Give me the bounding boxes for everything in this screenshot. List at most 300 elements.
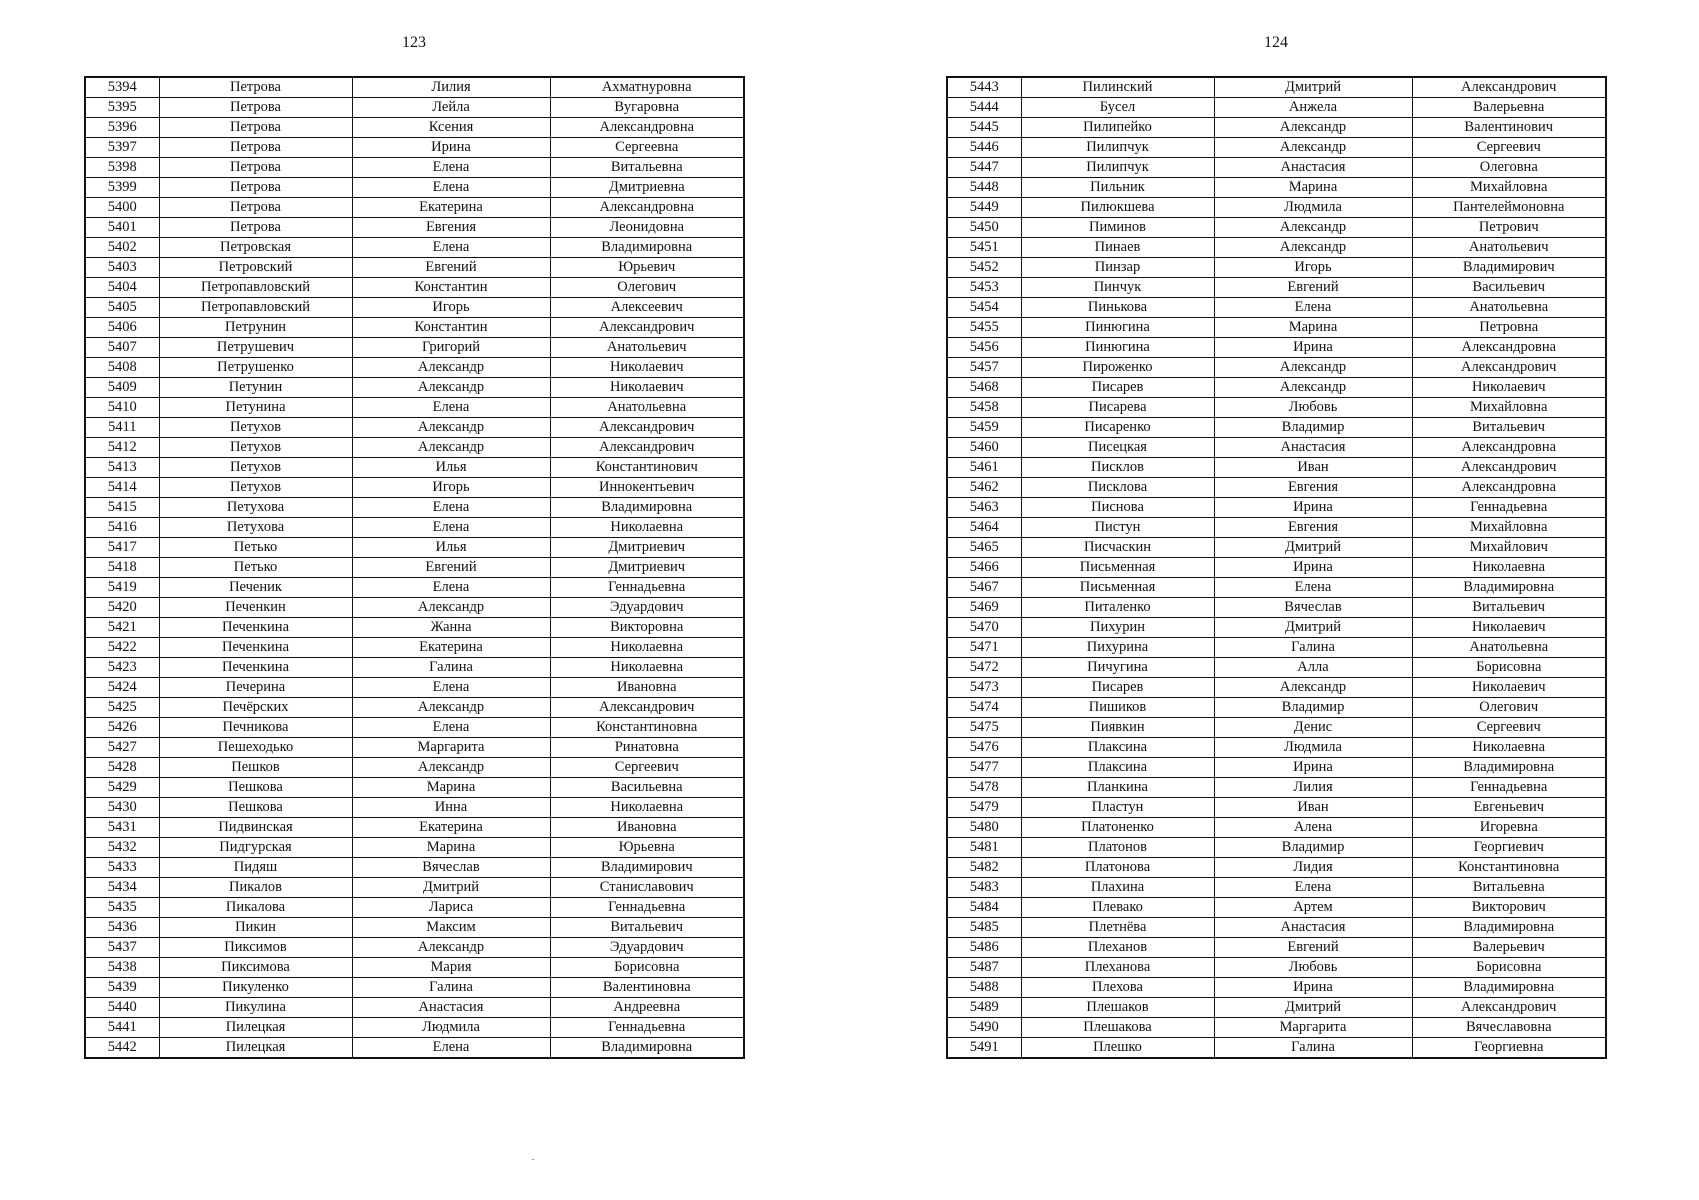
- patronymic-cell: Юрьевич: [550, 258, 744, 278]
- surname-cell: Петунина: [159, 398, 352, 418]
- first-name-cell: Александр: [1214, 358, 1412, 378]
- record-number-cell: 5410: [85, 398, 159, 418]
- table-row: [85, 558, 744, 578]
- record-number-cell: 5489: [947, 998, 1021, 1018]
- first-name-cell: Любовь: [1214, 398, 1412, 418]
- record-number-cell: 5415: [85, 498, 159, 518]
- surname-cell: Плешаков: [1021, 998, 1214, 1018]
- first-name-cell: Алла: [1214, 658, 1412, 678]
- first-name-cell: Елена: [352, 398, 550, 418]
- surname-cell: Пластун: [1021, 798, 1214, 818]
- patronymic-cell: Сергеевна: [550, 138, 744, 158]
- patronymic-cell: Дмитриевна: [550, 178, 744, 198]
- table-row: [947, 858, 1606, 878]
- record-number-cell: 5411: [85, 418, 159, 438]
- first-name-cell: Елена: [1214, 578, 1412, 598]
- surname-cell: Петько: [159, 558, 352, 578]
- table-row: [85, 798, 744, 818]
- record-number-cell: 5425: [85, 698, 159, 718]
- patronymic-cell: Олегович: [550, 278, 744, 298]
- patronymic-cell: Андреевна: [550, 998, 744, 1018]
- first-name-cell: Марина: [352, 778, 550, 798]
- first-name-cell: Елена: [352, 718, 550, 738]
- record-number-cell: 5435: [85, 898, 159, 918]
- record-number-cell: 5483: [947, 878, 1021, 898]
- scan-speck: [532, 1159, 534, 1160]
- table-row: [85, 158, 744, 178]
- patronymic-cell: Дмитриевич: [550, 558, 744, 578]
- record-number-cell: 5409: [85, 378, 159, 398]
- table-row: [85, 118, 744, 138]
- record-number-cell: 5428: [85, 758, 159, 778]
- first-name-cell: Жанна: [352, 618, 550, 638]
- record-number-cell: 5432: [85, 838, 159, 858]
- record-number-cell: 5424: [85, 678, 159, 698]
- first-name-cell: Инна: [352, 798, 550, 818]
- table-row: [947, 958, 1606, 978]
- table-row: [85, 958, 744, 978]
- table-row: [947, 618, 1606, 638]
- first-name-cell: Александр: [352, 418, 550, 438]
- patronymic-cell: Борисовна: [1412, 958, 1606, 978]
- record-number-cell: 5402: [85, 238, 159, 258]
- patronymic-cell: Александрович: [1412, 998, 1606, 1018]
- record-number-cell: 5467: [947, 578, 1021, 598]
- record-number-cell: 5465: [947, 538, 1021, 558]
- surname-cell: Пикулина: [159, 998, 352, 1018]
- table-row: [85, 758, 744, 778]
- record-number-cell: 5429: [85, 778, 159, 798]
- first-name-cell: Владимир: [1214, 698, 1412, 718]
- table-row: [85, 538, 744, 558]
- table-row: [947, 98, 1606, 118]
- first-name-cell: Анастасия: [1214, 158, 1412, 178]
- table-row: [947, 398, 1606, 418]
- first-name-cell: Елена: [1214, 878, 1412, 898]
- patronymic-cell: Николаевна: [1412, 738, 1606, 758]
- surname-cell: Петрова: [159, 218, 352, 238]
- surname-cell: Печенкина: [159, 638, 352, 658]
- patronymic-cell: Николаевич: [550, 358, 744, 378]
- patronymic-cell: Ринатовна: [550, 738, 744, 758]
- table-row: [85, 1018, 744, 1038]
- patronymic-cell: Александровна: [1412, 438, 1606, 458]
- record-number-cell: 5468: [947, 378, 1021, 398]
- table-row: [947, 198, 1606, 218]
- table-row: [947, 338, 1606, 358]
- surname-cell: Петухов: [159, 458, 352, 478]
- surname-cell: Пинаев: [1021, 238, 1214, 258]
- record-number-cell: 5436: [85, 918, 159, 938]
- first-name-cell: Галина: [1214, 1038, 1412, 1059]
- table-row: [947, 638, 1606, 658]
- table-row: [85, 98, 744, 118]
- first-name-cell: Игорь: [352, 298, 550, 318]
- first-name-cell: Александр: [352, 698, 550, 718]
- first-name-cell: Елена: [352, 678, 550, 698]
- first-name-cell: Вячеслав: [1214, 598, 1412, 618]
- surname-cell: Пистун: [1021, 518, 1214, 538]
- table-row: [85, 998, 744, 1018]
- surname-cell: Петрушевич: [159, 338, 352, 358]
- patronymic-cell: Николаевич: [1412, 678, 1606, 698]
- record-number-cell: 5470: [947, 618, 1021, 638]
- table-row: [85, 978, 744, 998]
- patronymic-cell: Анатольевна: [1412, 298, 1606, 318]
- record-number-cell: 5485: [947, 918, 1021, 938]
- record-number-cell: 5419: [85, 578, 159, 598]
- table-row: [85, 498, 744, 518]
- table-row: [947, 77, 1606, 98]
- table-row: [947, 578, 1606, 598]
- surname-cell: Пикалов: [159, 878, 352, 898]
- first-name-cell: Александр: [352, 378, 550, 398]
- patronymic-cell: Валерьевич: [1412, 938, 1606, 958]
- patronymic-cell: Вугаровна: [550, 98, 744, 118]
- first-name-cell: Анастасия: [1214, 918, 1412, 938]
- first-name-cell: Александр: [1214, 138, 1412, 158]
- patronymic-cell: Константиновна: [550, 718, 744, 738]
- first-name-cell: Александр: [1214, 678, 1412, 698]
- first-name-cell: Дмитрий: [1214, 998, 1412, 1018]
- first-name-cell: Галина: [352, 658, 550, 678]
- patronymic-cell: Михайловна: [1412, 178, 1606, 198]
- table-row: [85, 1038, 744, 1059]
- table-row: [85, 618, 744, 638]
- table-row: [85, 838, 744, 858]
- record-number-cell: 5406: [85, 318, 159, 338]
- patronymic-cell: Николаевна: [550, 798, 744, 818]
- patronymic-cell: Михайлович: [1412, 538, 1606, 558]
- surname-cell: Писаренко: [1021, 418, 1214, 438]
- first-name-cell: Иван: [1214, 798, 1412, 818]
- table-row: [85, 258, 744, 278]
- first-name-cell: Анастасия: [1214, 438, 1412, 458]
- patronymic-cell: Валентиновна: [550, 978, 744, 998]
- record-number-cell: 5434: [85, 878, 159, 898]
- record-number-cell: 5401: [85, 218, 159, 238]
- table-row: [85, 658, 744, 678]
- patronymic-cell: Владимирович: [550, 858, 744, 878]
- record-number-cell: 5437: [85, 938, 159, 958]
- patronymic-cell: Владимировна: [1412, 918, 1606, 938]
- patronymic-cell: Леонидовна: [550, 218, 744, 238]
- patronymic-cell: Петрович: [1412, 218, 1606, 238]
- surname-cell: Писецкая: [1021, 438, 1214, 458]
- patronymic-cell: Геннадьевна: [550, 898, 744, 918]
- first-name-cell: Маргарита: [352, 738, 550, 758]
- record-number-cell: 5480: [947, 818, 1021, 838]
- first-name-cell: Екатерина: [352, 198, 550, 218]
- table-row: [85, 378, 744, 398]
- record-number-cell: 5471: [947, 638, 1021, 658]
- record-number-cell: 5441: [85, 1018, 159, 1038]
- table-row: [947, 138, 1606, 158]
- record-number-cell: 5405: [85, 298, 159, 318]
- surname-cell: Пидяш: [159, 858, 352, 878]
- surname-cell: Писклов: [1021, 458, 1214, 478]
- first-name-cell: Александр: [1214, 218, 1412, 238]
- first-name-cell: Елена: [1214, 298, 1412, 318]
- patronymic-cell: Владимировна: [1412, 758, 1606, 778]
- page-number: 124: [1264, 34, 1288, 51]
- surname-cell: Петровский: [159, 258, 352, 278]
- record-number-cell: 5478: [947, 778, 1021, 798]
- patronymic-cell: Борисовна: [550, 958, 744, 978]
- first-name-cell: Лариса: [352, 898, 550, 918]
- patronymic-cell: Александровна: [1412, 338, 1606, 358]
- surname-cell: Петухов: [159, 418, 352, 438]
- record-number-cell: 5427: [85, 738, 159, 758]
- names-table: [84, 76, 745, 1059]
- patronymic-cell: Витальевич: [550, 918, 744, 938]
- first-name-cell: Марина: [1214, 178, 1412, 198]
- table-row: [947, 978, 1606, 998]
- patronymic-cell: Николаевна: [550, 518, 744, 538]
- patronymic-cell: Михайловна: [1412, 518, 1606, 538]
- table-row: [947, 218, 1606, 238]
- surname-cell: Плаксина: [1021, 738, 1214, 758]
- surname-cell: Пилипейко: [1021, 118, 1214, 138]
- table-row: [947, 558, 1606, 578]
- surname-cell: Пикуленко: [159, 978, 352, 998]
- patronymic-cell: Владимировна: [550, 498, 744, 518]
- record-number-cell: 5453: [947, 278, 1021, 298]
- patronymic-cell: Георгиевич: [1412, 838, 1606, 858]
- first-name-cell: Александр: [352, 438, 550, 458]
- first-name-cell: Анжела: [1214, 98, 1412, 118]
- first-name-cell: Лилия: [352, 77, 550, 98]
- surname-cell: Петрушенко: [159, 358, 352, 378]
- first-name-cell: Елена: [352, 518, 550, 538]
- record-number-cell: 5447: [947, 158, 1021, 178]
- first-name-cell: Лилия: [1214, 778, 1412, 798]
- table-row: [85, 578, 744, 598]
- table-row: [85, 278, 744, 298]
- surname-cell: Пидгурская: [159, 838, 352, 858]
- first-name-cell: Дмитрий: [1214, 77, 1412, 98]
- surname-cell: Печенкин: [159, 598, 352, 618]
- table-row: [85, 898, 744, 918]
- first-name-cell: Максим: [352, 918, 550, 938]
- table-row: [85, 198, 744, 218]
- record-number-cell: 5397: [85, 138, 159, 158]
- surname-cell: Писарева: [1021, 398, 1214, 418]
- patronymic-cell: Геннадьевна: [550, 1018, 744, 1038]
- record-number-cell: 5469: [947, 598, 1021, 618]
- record-number-cell: 5486: [947, 938, 1021, 958]
- table-row: [947, 538, 1606, 558]
- record-number-cell: 5464: [947, 518, 1021, 538]
- first-name-cell: Ксения: [352, 118, 550, 138]
- first-name-cell: Елена: [352, 1038, 550, 1059]
- table-row: [85, 718, 744, 738]
- record-number-cell: 5439: [85, 978, 159, 998]
- surname-cell: Пешкова: [159, 778, 352, 798]
- patronymic-cell: Алексеевич: [550, 298, 744, 318]
- first-name-cell: Владимир: [1214, 838, 1412, 858]
- surname-cell: Пинюгина: [1021, 338, 1214, 358]
- table-row: [947, 298, 1606, 318]
- surname-cell: Платоненко: [1021, 818, 1214, 838]
- patronymic-cell: Александровна: [1412, 478, 1606, 498]
- patronymic-cell: Ивановна: [550, 818, 744, 838]
- record-number-cell: 5456: [947, 338, 1021, 358]
- patronymic-cell: Константинович: [550, 458, 744, 478]
- surname-cell: Пидвинская: [159, 818, 352, 838]
- surname-cell: Писарев: [1021, 678, 1214, 698]
- patronymic-cell: Борисовна: [1412, 658, 1606, 678]
- record-number-cell: 5445: [947, 118, 1021, 138]
- table-row: [947, 678, 1606, 698]
- patronymic-cell: Эдуардович: [550, 598, 744, 618]
- record-number-cell: 5417: [85, 538, 159, 558]
- surname-cell: Петропавловский: [159, 298, 352, 318]
- table-row: [947, 938, 1606, 958]
- patronymic-cell: Александрович: [550, 318, 744, 338]
- first-name-cell: Александр: [352, 598, 550, 618]
- surname-cell: Плешакова: [1021, 1018, 1214, 1038]
- first-name-cell: Галина: [1214, 638, 1412, 658]
- table-row: [85, 398, 744, 418]
- record-number-cell: 5460: [947, 438, 1021, 458]
- patronymic-cell: Николаевич: [1412, 618, 1606, 638]
- record-number-cell: 5477: [947, 758, 1021, 778]
- patronymic-cell: Витальевич: [1412, 418, 1606, 438]
- surname-cell: Пикин: [159, 918, 352, 938]
- table-row: [85, 878, 744, 898]
- table-row: [947, 478, 1606, 498]
- record-number-cell: 5455: [947, 318, 1021, 338]
- surname-cell: Петрова: [159, 77, 352, 98]
- surname-cell: Пешеходько: [159, 738, 352, 758]
- table-row: [85, 338, 744, 358]
- first-name-cell: Евгений: [352, 558, 550, 578]
- patronymic-cell: Константиновна: [1412, 858, 1606, 878]
- patronymic-cell: Валентинович: [1412, 118, 1606, 138]
- patronymic-cell: Ивановна: [550, 678, 744, 698]
- patronymic-cell: Витальевна: [1412, 878, 1606, 898]
- table-row: [85, 598, 744, 618]
- first-name-cell: Евгения: [1214, 478, 1412, 498]
- surname-cell: Петухов: [159, 478, 352, 498]
- first-name-cell: Вячеслав: [352, 858, 550, 878]
- first-name-cell: Александр: [352, 938, 550, 958]
- patronymic-cell: Юрьевна: [550, 838, 744, 858]
- table-row: [947, 418, 1606, 438]
- first-name-cell: Игорь: [1214, 258, 1412, 278]
- first-name-cell: Марина: [1214, 318, 1412, 338]
- first-name-cell: Елена: [352, 238, 550, 258]
- first-name-cell: Ирина: [1214, 758, 1412, 778]
- patronymic-cell: Владимировна: [550, 238, 744, 258]
- record-number-cell: 5454: [947, 298, 1021, 318]
- patronymic-cell: Владимирович: [1412, 258, 1606, 278]
- surname-cell: Петровская: [159, 238, 352, 258]
- record-number-cell: 5433: [85, 858, 159, 878]
- record-number-cell: 5487: [947, 958, 1021, 978]
- first-name-cell: Анастасия: [352, 998, 550, 1018]
- surname-cell: Плехова: [1021, 978, 1214, 998]
- table-row: [947, 818, 1606, 838]
- record-number-cell: 5404: [85, 278, 159, 298]
- table-row: [85, 858, 744, 878]
- record-number-cell: 5450: [947, 218, 1021, 238]
- first-name-cell: Елена: [352, 578, 550, 598]
- table-row: [947, 378, 1606, 398]
- table-row: [85, 298, 744, 318]
- table-row: [85, 918, 744, 938]
- patronymic-cell: Александровна: [550, 198, 744, 218]
- first-name-cell: Ирина: [1214, 338, 1412, 358]
- first-name-cell: Иван: [1214, 458, 1412, 478]
- table-row: [947, 658, 1606, 678]
- table-row: [947, 518, 1606, 538]
- patronymic-cell: Сергеевич: [1412, 718, 1606, 738]
- table-row: [85, 358, 744, 378]
- record-number-cell: 5463: [947, 498, 1021, 518]
- surname-cell: Пикалова: [159, 898, 352, 918]
- surname-cell: Писарев: [1021, 378, 1214, 398]
- first-name-cell: Ирина: [352, 138, 550, 158]
- patronymic-cell: Николаевич: [1412, 378, 1606, 398]
- patronymic-cell: Владимировна: [1412, 578, 1606, 598]
- surname-cell: Пиксимова: [159, 958, 352, 978]
- record-number-cell: 5459: [947, 418, 1021, 438]
- first-name-cell: Илья: [352, 538, 550, 558]
- surname-cell: Питаленко: [1021, 598, 1214, 618]
- patronymic-cell: Александрович: [1412, 77, 1606, 98]
- patronymic-cell: Ахматнуровна: [550, 77, 744, 98]
- surname-cell: Петрова: [159, 98, 352, 118]
- record-number-cell: 5472: [947, 658, 1021, 678]
- surname-cell: Пилипчук: [1021, 138, 1214, 158]
- record-number-cell: 5416: [85, 518, 159, 538]
- surname-cell: Пиминов: [1021, 218, 1214, 238]
- table-row: [85, 178, 744, 198]
- first-name-cell: Екатерина: [352, 818, 550, 838]
- record-number-cell: 5400: [85, 198, 159, 218]
- patronymic-cell: Владимировна: [1412, 978, 1606, 998]
- record-number-cell: 5479: [947, 798, 1021, 818]
- surname-cell: Пичугина: [1021, 658, 1214, 678]
- surname-cell: Пихурина: [1021, 638, 1214, 658]
- table-row: [85, 77, 744, 98]
- first-name-cell: Ирина: [1214, 978, 1412, 998]
- surname-cell: Пишиков: [1021, 698, 1214, 718]
- first-name-cell: Илья: [352, 458, 550, 478]
- patronymic-cell: Валерьевна: [1412, 98, 1606, 118]
- surname-cell: Пироженко: [1021, 358, 1214, 378]
- table-row: [85, 778, 744, 798]
- patronymic-cell: Викторовна: [550, 618, 744, 638]
- table-row: [947, 278, 1606, 298]
- first-name-cell: Александр: [352, 758, 550, 778]
- table-row: [85, 318, 744, 338]
- record-number-cell: 5452: [947, 258, 1021, 278]
- record-number-cell: 5484: [947, 898, 1021, 918]
- table-row: [85, 738, 744, 758]
- first-name-cell: Людмила: [352, 1018, 550, 1038]
- record-number-cell: 5482: [947, 858, 1021, 878]
- record-number-cell: 5422: [85, 638, 159, 658]
- patronymic-cell: Петровна: [1412, 318, 1606, 338]
- surname-cell: Пинюгина: [1021, 318, 1214, 338]
- record-number-cell: 5407: [85, 338, 159, 358]
- record-number-cell: 5458: [947, 398, 1021, 418]
- patronymic-cell: Олеговна: [1412, 158, 1606, 178]
- record-number-cell: 5461: [947, 458, 1021, 478]
